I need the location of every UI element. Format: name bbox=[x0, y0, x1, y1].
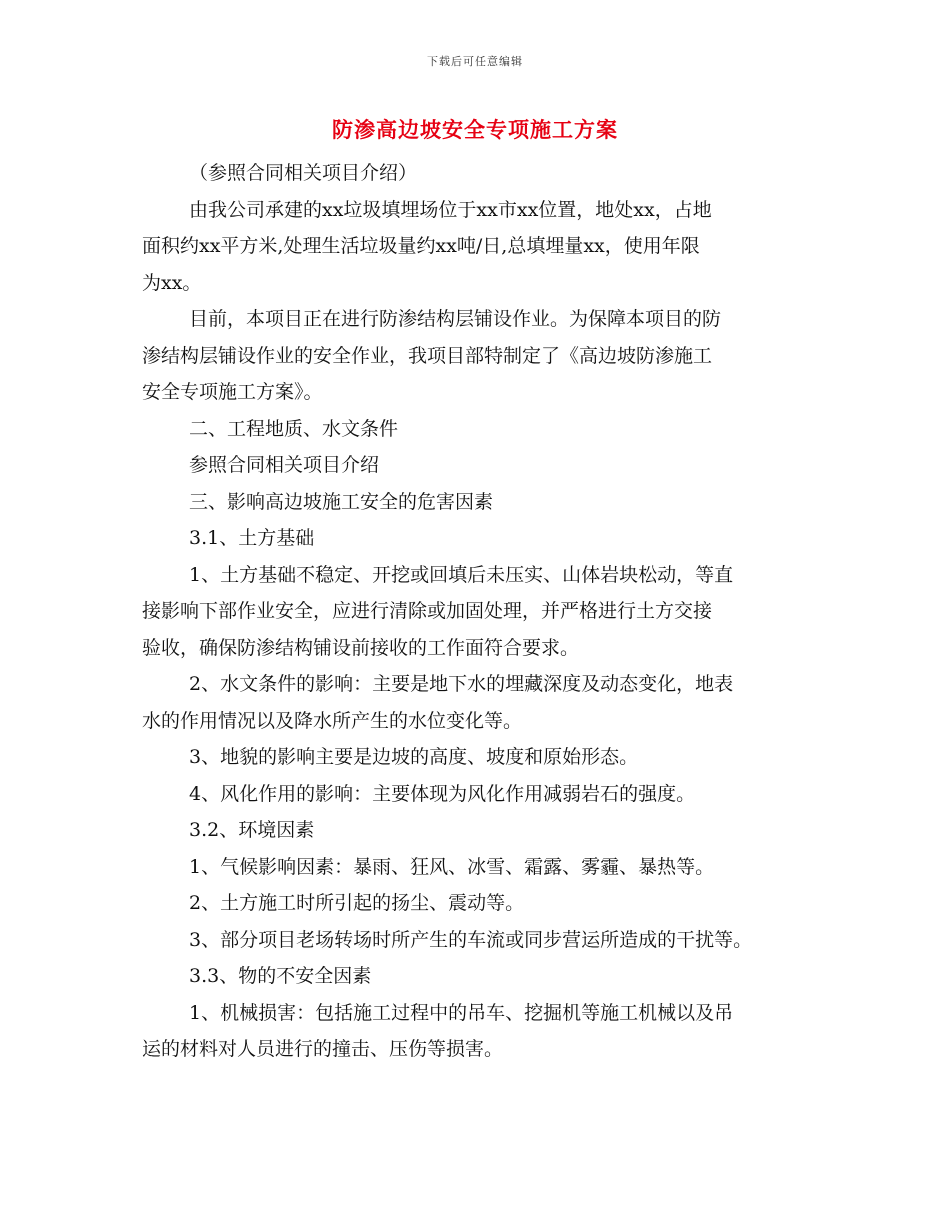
document-body bbox=[142, 155, 822, 1068]
paragraph-line: 验收，确保防渗结构铺设前接收的工作面符合要求。 bbox=[142, 636, 580, 659]
paragraph-line-first: 参照合同相关项目介绍 bbox=[189, 454, 380, 476]
paragraph-line-first: 3、地貌的影响主要是边坡的高度、坡度和原始形态。 bbox=[189, 746, 639, 768]
paragraph-line-first: 2、土方施工时所引起的扬尘、震动等。 bbox=[189, 892, 525, 914]
paragraph-line-first: 3.3、物的不安全因素 bbox=[189, 965, 372, 987]
paragraph-line-first: （参照合同相关项目介绍） bbox=[189, 162, 418, 184]
paragraph-line: 安全专项施工方案》。 bbox=[142, 381, 323, 403]
paragraph-line-first: 二、工程地质、水文条件 bbox=[189, 417, 399, 440]
paragraph-line-first: 4、风化作用的影响：主要体现为风化作用减弱岩石的强度。 bbox=[189, 782, 696, 805]
paragraph-line-first: 1、机械损害：包括施工过程中的吊车、挖掘机等施工机械以及吊 bbox=[189, 1001, 734, 1024]
paragraph-line: 运的材料对人员进行的撞击、压伤等损害。 bbox=[142, 1038, 504, 1060]
paragraph-line-first: 3.2、环境因素 bbox=[189, 819, 315, 841]
paragraph-line-first: 由我公司承建的xx垃圾填埋场位于xx市xx位置，地处xx，占地 bbox=[189, 198, 712, 221]
paragraph-line-first: 三、影响高边坡施工安全的危害因素 bbox=[189, 490, 494, 513]
paragraph-line-first: 1、气候影响因素：暴雨、狂风、冰雪、霜露、雾霾、暴热等。 bbox=[189, 855, 715, 878]
paragraph-line: 为xx。 bbox=[142, 271, 202, 294]
page-header-note: 下载后可任意编辑 bbox=[427, 55, 523, 68]
paragraph-line: 面积约xx平方米,处理生活垃圾量约xx吨/日,总填埋量xx，使用年限 bbox=[142, 235, 700, 257]
paragraph-line-first: 3.1、土方基础 bbox=[189, 527, 315, 549]
paragraph-line-first: 目前，本项目正在进行防渗结构层铺设作业。为保障本项目的防 bbox=[189, 308, 722, 330]
paragraph-line: 水的作用情况以及降水所产生的水位变化等。 bbox=[142, 709, 523, 732]
paragraph-line-first: 3、部分项目老场转场时所产生的车流或同步营运所造成的干扰等。 bbox=[189, 928, 753, 951]
paragraph-line: 接影响下部作业安全，应进行清除或加固处理，并严格进行土方交接 bbox=[142, 600, 713, 622]
document-title: 防渗高边坡安全专项施工方案 bbox=[332, 117, 618, 142]
paragraph-line-first: 2、水文条件的影响：主要是地下水的埋藏深度及动态变化，地表 bbox=[189, 673, 734, 695]
paragraph-line: 渗结构层铺设作业的安全作业，我项目部特制定了《高边坡防渗施工 bbox=[142, 344, 713, 367]
paragraph-line-first: 1、土方基础不稳定、开挖或回填后未压实、山体岩块松动，等直 bbox=[189, 563, 734, 586]
